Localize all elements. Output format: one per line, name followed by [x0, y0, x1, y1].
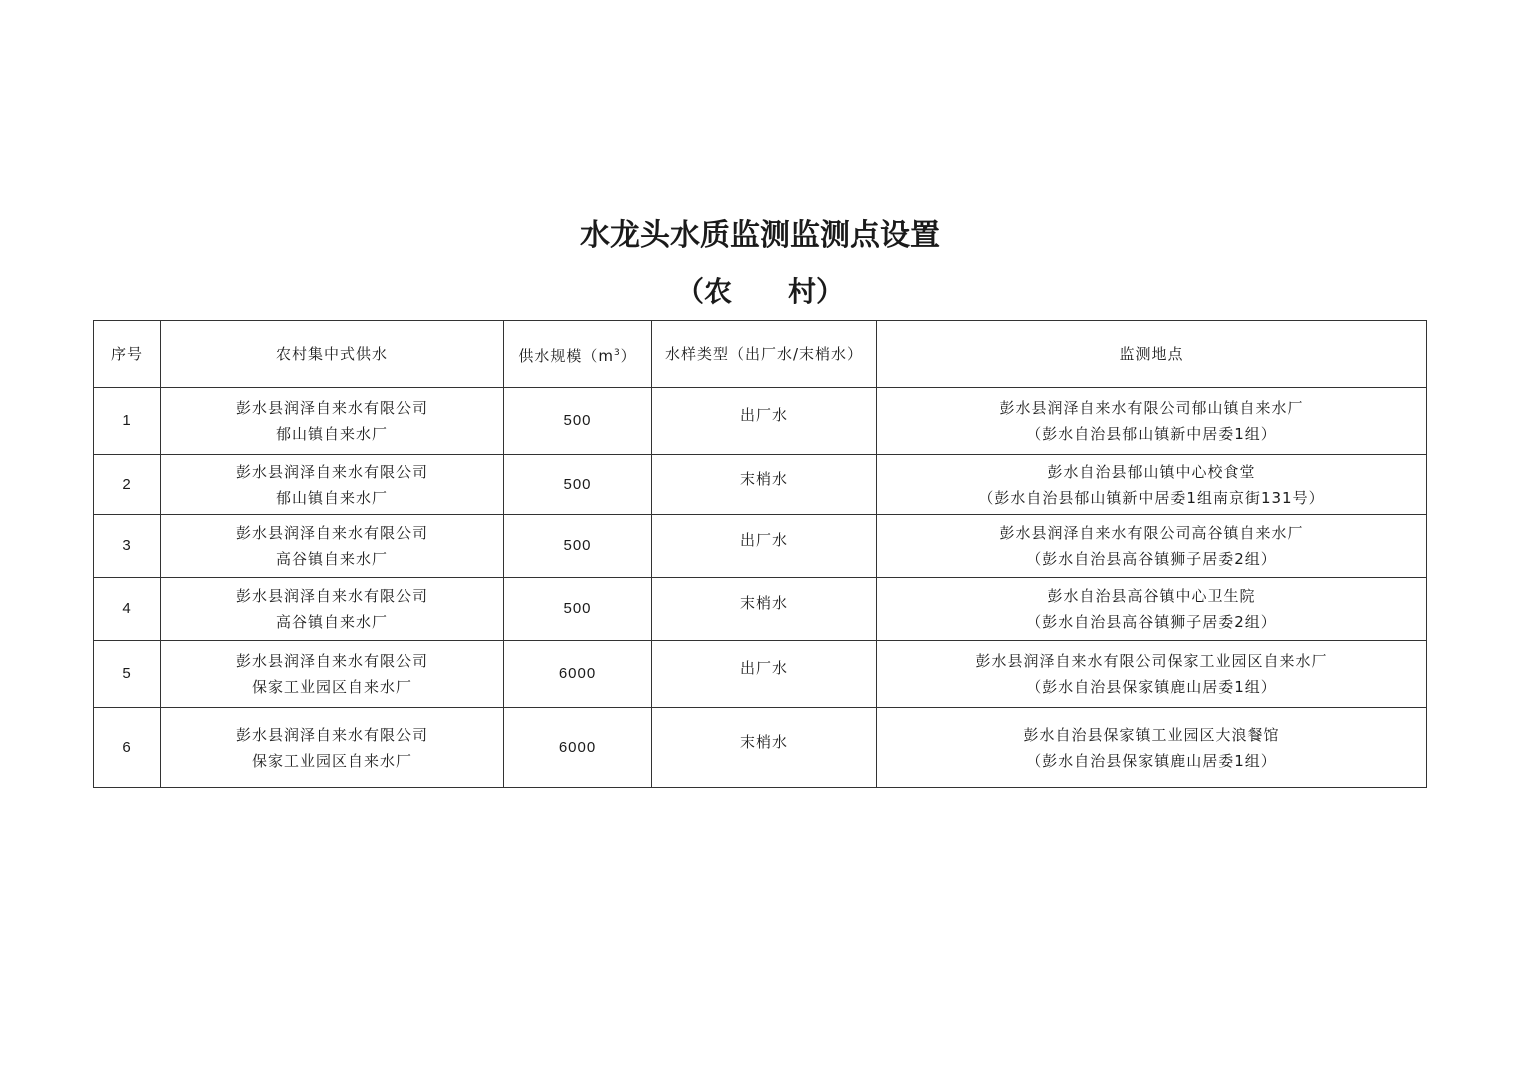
row-seq: 5	[94, 641, 161, 708]
row-scale: 500	[504, 578, 652, 641]
row-type	[652, 641, 877, 708]
location-address: （彭水自治县高谷镇狮子居委2组）	[1026, 613, 1277, 631]
location-name: 彭水自治县高谷镇中心卫生院	[1047, 587, 1256, 605]
supplier-plant: 高谷镇自来水厂	[275, 550, 388, 568]
monitoring-points-table	[93, 320, 1427, 788]
row-supplier	[161, 455, 504, 515]
row-location	[877, 515, 1427, 578]
row-scale: 500	[504, 515, 652, 578]
sample-type: 出厂水	[739, 531, 788, 549]
table-row	[94, 455, 1427, 515]
supplier-plant: 郁山镇自来水厂	[275, 425, 388, 443]
table-row	[94, 708, 1427, 788]
header-supplier: 农村集中式供水	[161, 321, 504, 388]
location-address: （彭水自治县郁山镇新中居委1组南京街131号）	[978, 488, 1325, 507]
row-supplier	[161, 708, 504, 788]
document-subtitle: （农 村）	[675, 275, 844, 308]
row-seq: 6	[94, 708, 161, 788]
supplier-plant: 保家工业园区自来水厂	[251, 751, 412, 770]
location-address: （彭水自治县保家镇鹿山居委1组）	[1026, 751, 1277, 770]
location-name: 彭水县润泽自来水有限公司保家工业园区自来水厂	[975, 652, 1328, 670]
table-header-row	[94, 321, 1427, 388]
row-type	[652, 455, 877, 515]
sample-type: 末梢水	[739, 732, 788, 751]
supplier-company: 彭水县润泽自来水有限公司	[235, 399, 428, 417]
supplier-company: 彭水县润泽自来水有限公司	[235, 524, 428, 542]
row-type	[652, 515, 877, 578]
document-title: 水龙头水质监测监测点设置	[580, 218, 940, 253]
row-location	[877, 455, 1427, 515]
header-location: 监测地点	[877, 321, 1427, 388]
row-supplier	[161, 578, 504, 641]
row-type	[652, 708, 877, 788]
sample-type: 出厂水	[739, 659, 788, 677]
row-location	[877, 708, 1427, 788]
row-scale: 6000	[504, 708, 652, 788]
row-location	[877, 641, 1427, 708]
row-supplier	[161, 515, 504, 578]
row-type	[652, 388, 877, 455]
row-seq: 2	[94, 455, 161, 515]
sample-type: 出厂水	[739, 406, 788, 424]
row-seq: 4	[94, 578, 161, 641]
supplier-company: 彭水县润泽自来水有限公司	[235, 652, 428, 670]
row-scale: 500	[504, 455, 652, 515]
row-scale: 500	[504, 388, 652, 455]
location-address: （彭水自治县高谷镇狮子居委2组）	[1026, 550, 1277, 568]
row-supplier	[161, 388, 504, 455]
location-name: 彭水自治县郁山镇中心校食堂	[1047, 462, 1256, 481]
location-name: 彭水自治县保家镇工业园区大浪餐馆	[1023, 725, 1280, 744]
location-name: 彭水县润泽自来水有限公司高谷镇自来水厂	[999, 524, 1304, 542]
supplier-plant: 郁山镇自来水厂	[275, 488, 388, 507]
header-scale-prefix: 供水规模（m	[518, 346, 614, 365]
supplier-company: 彭水县润泽自来水有限公司	[235, 587, 428, 605]
location-name: 彭水县润泽自来水有限公司郁山镇自来水厂	[999, 399, 1304, 417]
header-seq: 序号	[94, 321, 161, 388]
header-scale	[504, 321, 652, 388]
header-scale-sup: 3	[613, 347, 621, 358]
sample-type: 末梢水	[739, 594, 788, 612]
header-scale-suffix: ）	[620, 346, 637, 365]
supplier-company: 彭水县润泽自来水有限公司	[235, 725, 428, 744]
table-row	[94, 388, 1427, 455]
row-location	[877, 388, 1427, 455]
row-type	[652, 578, 877, 641]
location-address: （彭水自治县保家镇鹿山居委1组）	[1026, 678, 1277, 696]
header-type: 水样类型（出厂水/末梢水）	[652, 321, 877, 388]
row-supplier	[161, 641, 504, 708]
table-row	[94, 515, 1427, 578]
supplier-company: 彭水县润泽自来水有限公司	[235, 462, 428, 481]
row-location	[877, 578, 1427, 641]
supplier-plant: 高谷镇自来水厂	[275, 613, 388, 631]
table-row	[94, 641, 1427, 708]
row-scale: 6000	[504, 641, 652, 708]
supplier-plant: 保家工业园区自来水厂	[251, 678, 412, 696]
table-row	[94, 578, 1427, 641]
row-seq: 1	[94, 388, 161, 455]
sample-type: 末梢水	[739, 469, 788, 488]
location-address: （彭水自治县郁山镇新中居委1组）	[1026, 425, 1277, 443]
row-seq: 3	[94, 515, 161, 578]
